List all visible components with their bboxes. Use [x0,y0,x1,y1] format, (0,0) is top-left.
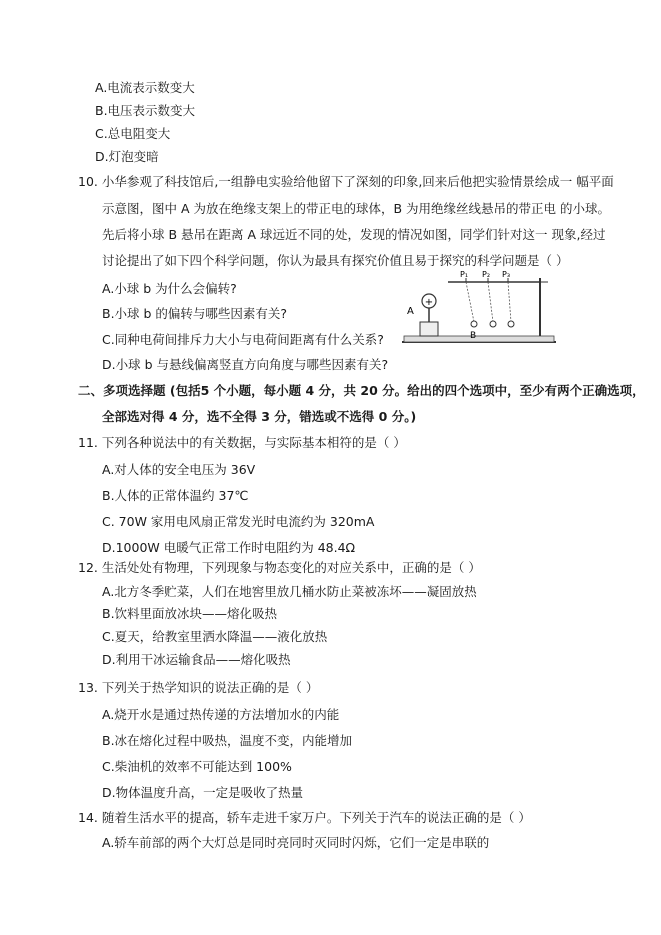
q10-stem-line-2: 示意图，图中 A 为放在绝缘支架上的带正电的球体，B 为用绝缘丝线悬吊的带正电 的小球。 [102,201,611,216]
ball-position-3 [508,321,514,327]
q10-option-c: C.同种电荷间排斥力大小与电荷间距离有什么关系? [102,332,384,347]
q12-option-d: D.利用干冰运输食品——熔化吸热 [102,652,291,667]
label-p3: P₃ [502,270,511,279]
q10-stem-line-3: 先后将小球 B 悬吊在距离 A 球远近不同的处，发现的情况如图，同学们针对这一 现象,经过 [102,227,606,242]
q11-option-a: A.对人体的安全电压为 36V [102,462,256,477]
q11-option-b: B.人体的正常体温约 37℃ [102,488,249,503]
q12-option-a: A.北方冬季贮菜，人们在地窖里放几桶水防止菜被冻坏——凝固放热 [102,584,477,599]
section-2-heading-line-2: 全部选对得 4 分，选不全得 3 分，错选或不选得 0 分。) [102,409,417,424]
label-a: A [407,306,414,317]
q13-option-a: A.烧开水是通过热传递的方法增加水的内能 [102,707,340,722]
q14-option-a: A.轿车前部的两个大灯总是同时亮同时灭同时闪烁，它们一定是串联的 [102,835,490,850]
q10-option-a: A.小球 b 为什么会偏转? [102,281,237,296]
label-b: B [470,331,477,341]
q10-stem-line-1: 10. 小华参观了科技馆后,一组静电实验给他留下了深刻的印象,回来后他把实验情景绘成一 幅平面 [78,174,614,189]
q12-option-c: C.夏天，给教室里洒水降温——液化放热 [102,629,328,644]
q13-option-c: C.柴油机的效率不可能达到 100% [102,759,292,774]
label-p2: P₂ [482,270,491,279]
q13-stem: 13. 下列关于热学知识的说法正确的是（ ） [78,680,319,695]
q9-option-c: C.总电阻变大 [95,126,171,141]
electrostatics-figure [400,268,560,348]
q14-stem: 14. 随着生活水平的提高，轿车走进千家万户。下列关于汽车的说法正确的是（ ） [78,810,531,825]
q13-option-d: D.物体温度升高，一定是吸收了热量 [102,785,304,800]
q9-option-b: B.电压表示数变大 [95,103,196,118]
q13-option-b: B.冰在熔化过程中吸热，温度不变，内能增加 [102,733,353,748]
q12-option-b: B.饮料里面放冰块——熔化吸热 [102,606,278,621]
q9-option-d: D.灯泡变暗 [95,149,159,164]
q11-option-d: D.1000W 电暖气正常工作时电阻约为 48.4Ω [102,540,356,555]
q9-option-a: A.电流表示数变大 [95,80,195,95]
q10-stem-line-4: 讨论提出了如下四个科学问题，你认为最具有探究价值且易于探究的科学问题是（ ） [102,253,569,268]
ball-position-2 [490,321,496,327]
q11-option-c: C. 70W 家用电风扇正常发光时电流约为 320mA [102,514,375,529]
q10-option-b: B.小球 b 的偏转与哪些因素有关? [102,306,288,321]
ball-position-1 [471,321,477,327]
plus-sign: + [424,297,434,308]
q11-stem: 11. 下列各种说法中的有关数据，与实际基本相符的是（ ） [78,435,406,450]
q12-stem: 12. 生活处处有物理，下列现象与物态变化的对应关系中，正确的是（ ） [78,560,481,575]
q10-option-d: D.小球 b 与悬线偏离竖直方向角度与哪些因素有关? [102,357,389,372]
label-p1: P₁ [460,270,469,279]
section-2-heading-line-1: 二、多项选择题 (包括5 个小题，每小题 4 分，共 20 分。给出的四个选项中，至少有两个正确选项， [78,383,645,398]
